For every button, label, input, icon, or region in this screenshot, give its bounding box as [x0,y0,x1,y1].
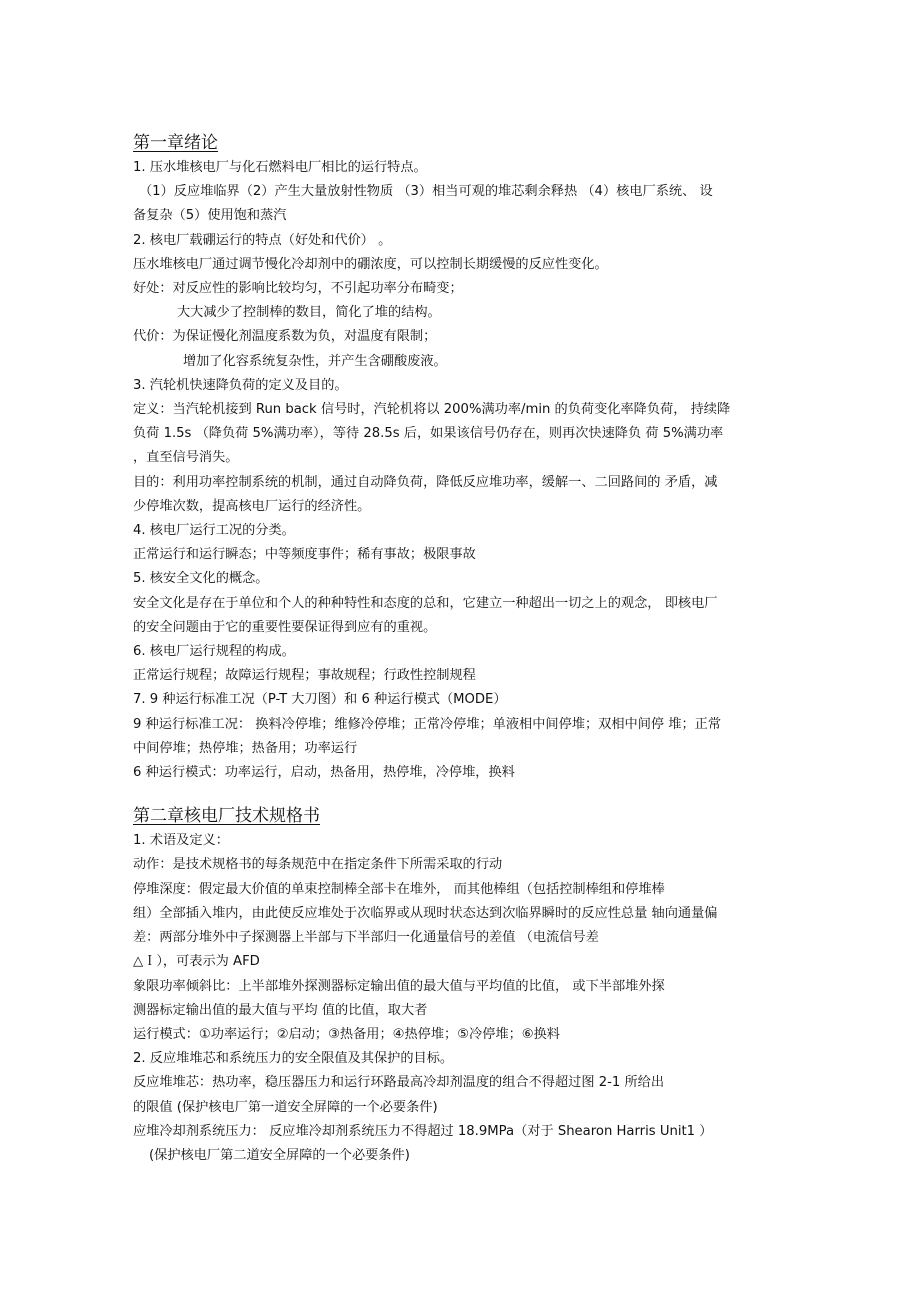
answer-line: 安全文化是存在于单位和个人的种种特性和态度的总和，它建立一种超出一切之上的观念， 即核电厂 [133,595,718,611]
answer-line: 负荷 1.5s （降负荷 5%满功率），等待 28.5s 后，如果该信号仍存在，则再次快速降负 荷 5%满功率 [133,426,724,442]
question-6: 6. 核电厂运行规程的构成。 [133,644,295,660]
question-1: 1. 术语及定义： [133,833,229,849]
answer-line: 好处：对反应性的影响比较均匀，不引起功率分布畸变； [133,281,463,297]
chapter-1-title: 第一章绪论 [133,133,218,153]
answer-line: （1）反应堆临界（2）产生大量放射性物质 （3）相当可观的堆芯剩余释热 （4）核电厂系统、 设 [139,184,713,200]
answer-line: 大大减少了控制棒的数目，简化了堆的结构。 [177,305,441,321]
answer-line: 备复杂（5）使用饱和蒸汽 [133,208,287,224]
answer-line: △Ｉ），可表示为 AFD [133,954,260,970]
question-3: 3. 汽轮机快速降负荷的定义及目的。 [133,377,348,393]
question-7: 7. 9 种运行标准工况（P-T 大刀图）和 6 种运行模式（MODE） [133,692,507,708]
answer-line: 6 种运行模式：功率运行，启动，热备用，热停堆，冷停堆，换料 [133,765,515,781]
answer-line: 象限功率倾斜比：上半部堆外探测器标定输出值的最大值与平均值的比值， 或下半部堆外探 [133,978,665,994]
answer-line: 应堆冷却剂系统压力： 反应堆冷却剂系统压力不得超过 18.9MPa（对于 Shearon Harris Unit1 ） [133,1123,713,1139]
answer-line: 9 种运行标准工况： 换料冷停堆；维修冷停堆；正常冷停堆；单液相中间停堆；双相中间停 堆；正常 [133,716,722,732]
answer-line: 运行模式：①功率运行；②启动；③热备用；④热停堆；⑤冷停堆；⑥换料 [133,1026,560,1042]
answer-line: 定义：当汽轮机接到 Run back 信号时，汽轮机将以 200%满功率/min 的负荷变化率降负荷， 持续降 [133,402,731,418]
question-5: 5. 核安全文化的概念。 [133,571,269,587]
question-2: 2. 反应堆堆芯和系统压力的安全限值及其保护的目标。 [133,1051,454,1067]
answer-line: 停堆深度：假定最大价值的单束控制棒全部卡在堆外， 而其他棒组（包括控制棒组和停堆棒 [133,881,665,897]
answer-line: 的安全问题由于它的重要性要保证得到应有的重视。 [133,619,437,635]
answer-line: (保护核电厂第二道安全屏障的一个必要条件) [149,1147,410,1163]
answer-line: 正常运行和运行瞬态；中等频度事件；稀有事故；极限事故 [133,547,476,563]
question-2: 2. 核电厂载硼运行的特点（好处和代价） 。 [133,232,392,248]
answer-line: 压水堆核电厂通过调节慢化冷却剂中的硼浓度，可以控制长期缓慢的反应性变化。 [133,256,608,272]
answer-line: 测器标定输出值的最大值与平均 值的比值，取大者 [133,1002,428,1018]
question-1: 1. 压水堆核电厂与化石燃料电厂相比的运行特点。 [133,160,427,175]
answer-line: 的限值 (保护核电厂第一道安全屏障的一个必要条件) [133,1099,438,1115]
question-4: 4. 核电厂运行工况的分类。 [133,523,295,539]
answer-line: 组）全部插入堆内，由此使反应堆处于次临界或从现时状态达到次临界瞬时的反应性总量 轴向通量偏 [133,905,718,921]
chapter-1-section [133,130,783,785]
answer-line: 反应堆堆芯：热功率，稳压器压力和运行环路最高冷却剂温度的组合不得超过图 2-1 所给出 [133,1075,665,1091]
answer-line: 目的：利用功率控制系统的机制，通过自动降负荷，降低反应堆功率，缓解一、二回路间的 矛盾，减 [133,474,718,490]
answer-line: 代价：为保证慢化剂温度系数为负，对温度有限制； [133,329,437,345]
answer-line: 正常运行规程；故障运行规程；事故规程；行政性控制规程 [133,668,476,684]
answer-line: 动作：是技术规格书的每条规范中在指定条件下所需采取的行动 [133,857,503,873]
chapter-2-section [133,803,783,1168]
answer-line: 增加了化容系统复杂性，并产生含硼酸废液。 [183,353,447,369]
answer-line: 少停堆次数，提高核电厂运行的经济性。 [133,498,371,514]
answer-line: 中间停堆；热停堆；热备用；功率运行 [133,740,358,756]
chapter-2-title: 第二章核电厂技术规格书 [133,806,320,827]
answer-line: ，直至信号消失。 [133,450,239,466]
document-page [133,130,783,1168]
answer-line: 差：两部分堆外中子探测器上半部与下半部归一化通量信号的差值 （电流信号差 [133,930,599,946]
